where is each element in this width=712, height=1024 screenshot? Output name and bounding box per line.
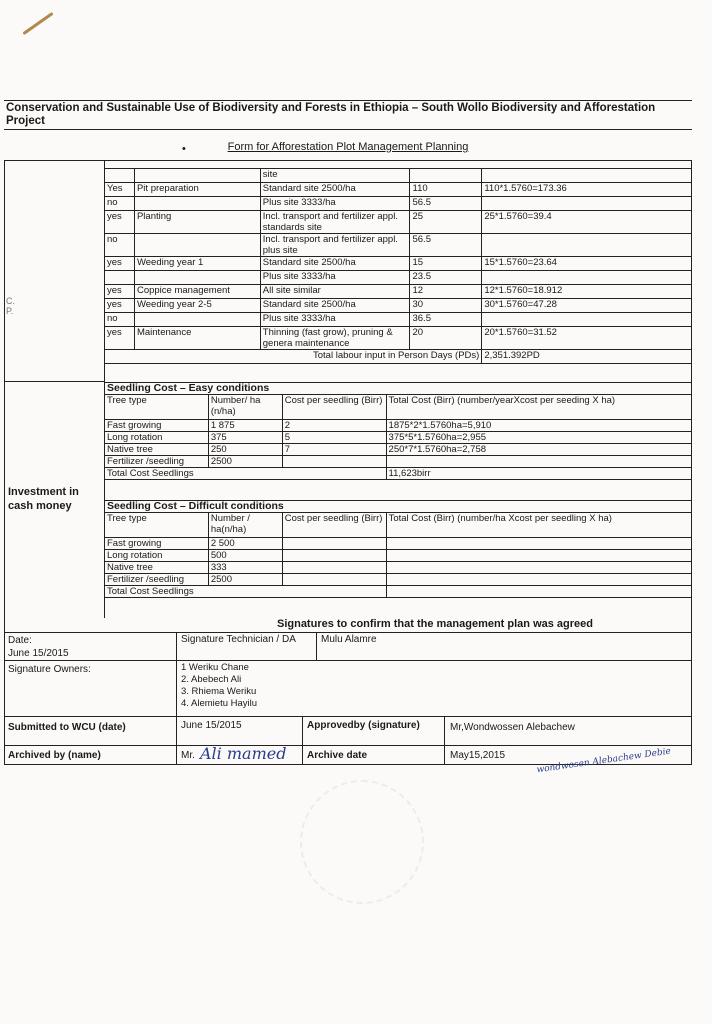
labour-table (104, 168, 692, 364)
labour-calc-cell (482, 169, 692, 183)
left-section-divider (4, 381, 104, 382)
column-header: Tree type (105, 513, 209, 538)
sig-line-1 (4, 632, 692, 633)
number-cell: 250 (208, 444, 282, 456)
labour-detail-cell: site (260, 169, 410, 183)
table-row (105, 271, 692, 285)
seedling-header-row (105, 513, 692, 538)
labour-detail-cell: Standard site 2500/ha (260, 183, 410, 197)
labour-detail-cell: Incl. transport and fertilizer appl. plus site (260, 234, 410, 257)
easy-seedling-table (104, 382, 692, 480)
number-cell: 2 500 (208, 538, 282, 550)
cost-cell: 7 (282, 444, 386, 456)
seedling-header-row (105, 395, 692, 420)
archive-date-value: May15,2015 (450, 750, 506, 761)
labour-days-cell: 30 (410, 299, 482, 313)
labour-yn-cell: no (105, 234, 135, 257)
labour-yn-cell: no (105, 313, 135, 327)
labour-days-cell: 23.5 (410, 271, 482, 285)
number-cell: 375 (208, 432, 282, 444)
labour-calc-cell: 12*1.5760=18.912 (482, 285, 692, 299)
approved-value: Mr,Wondwossen Alebachew (450, 722, 575, 733)
table-row (105, 257, 692, 271)
tree-type-cell: Long rotation (105, 550, 209, 562)
labour-detail-cell: All site similar (260, 285, 410, 299)
labour-activity-cell: Pit preparation (134, 183, 260, 197)
total-cell (386, 574, 691, 586)
tree-type-cell: Fast growing (105, 420, 209, 432)
labour-yn-cell: yes (105, 211, 135, 234)
table-row (105, 444, 692, 456)
seedling-total-value: 11,623birr (386, 468, 691, 480)
cost-cell (282, 574, 386, 586)
seedling-total-row (105, 468, 692, 480)
labour-total-value: 2,351.392PD (482, 350, 692, 364)
table-row (105, 313, 692, 327)
seedling-total-label: Total Cost Seedlings (105, 468, 387, 480)
column-header: Total Cost (Birr) (number/ha Xcost per seedling X ha) (386, 513, 691, 538)
sig-vline-1 (176, 632, 177, 765)
column-header: Tree type (105, 395, 209, 420)
labour-calc-cell (482, 271, 692, 285)
table-row (105, 550, 692, 562)
labour-activity-cell: Weeding year 1 (134, 257, 260, 271)
faded-stamp (300, 780, 424, 904)
total-cell (386, 538, 691, 550)
total-cell (386, 562, 691, 574)
owners-label: Signature Owners: (8, 664, 91, 675)
difficult-seedling-table (104, 500, 692, 598)
labour-yn-cell: yes (105, 327, 135, 350)
labour-detail-cell: Plus site 3333/ha (260, 197, 410, 211)
labour-activity-cell (134, 271, 260, 285)
labour-days-cell: 15 (410, 257, 482, 271)
seedling-total-value (386, 586, 691, 598)
table-row (105, 574, 692, 586)
technician-name: Mulu Alamre (321, 634, 377, 645)
archived-value: Mr. (181, 750, 195, 761)
labour-yn-cell (105, 271, 135, 285)
owners-list (181, 662, 257, 710)
labour-yn-cell: Yes (105, 183, 135, 197)
labour-activity-cell: Coppice management (134, 285, 260, 299)
cost-cell: 2 (282, 420, 386, 432)
labour-yn-cell: yes (105, 257, 135, 271)
tree-type-cell: Fertilizer /seedling (105, 456, 209, 468)
labour-days-cell: 20 (410, 327, 482, 350)
labour-days-cell: 110 (410, 183, 482, 197)
tree-type-cell: Native tree (105, 444, 209, 456)
table-row (105, 197, 692, 211)
total-cell: 250*7*1.5760ha=2,758 (386, 444, 691, 456)
number-cell: 333 (208, 562, 282, 574)
column-header: Total Cost (Birr) (number/yearXcost per seeding X ha) (386, 395, 691, 420)
table-row (105, 299, 692, 313)
labour-activity-cell: Weeding year 2-5 (134, 299, 260, 313)
document-header: Conservation and Sustainable Use of Biodiversity and Forests in Ethiopia – South Wollo Biodiversity and Afforestation Project (4, 100, 692, 130)
labour-days-cell: 36.5 (410, 313, 482, 327)
labour-calc-cell: 20*1.5760=31.52 (482, 327, 692, 350)
sig-vline-2 (316, 632, 317, 660)
table-row (105, 285, 692, 299)
table-row (105, 169, 692, 183)
number-cell: 2500 (208, 574, 282, 586)
seedling-total-row (105, 586, 692, 598)
tree-type-cell: Long rotation (105, 432, 209, 444)
labour-detail-cell: Thinning (fast grow), pruning & genera maintenance (260, 327, 410, 350)
form-title (4, 141, 692, 153)
labour-yn-cell: no (105, 197, 135, 211)
labour-yn-cell (105, 169, 135, 183)
labour-activity-cell: Planting (134, 211, 260, 234)
seedling-heading-row (105, 501, 692, 513)
date-value: June 15/2015 (8, 648, 69, 659)
cost-cell (282, 456, 386, 468)
tree-type-cell: Fast growing (105, 538, 209, 550)
labour-activity-cell (134, 234, 260, 257)
labour-calc-cell (482, 313, 692, 327)
total-cell (386, 550, 691, 562)
labour-detail-cell: Plus site 3333/ha (260, 313, 410, 327)
total-cell (386, 456, 691, 468)
labour-calc-cell: 110*1.5760=173.36 (482, 183, 692, 197)
labour-days-cell: 12 (410, 285, 482, 299)
archive-date-label: Archive date (307, 750, 368, 761)
archived-signature: Ali mamed (200, 744, 287, 763)
seedling-heading: Seedling Cost – Difficult conditions (105, 501, 692, 513)
labour-days-cell: 25 (410, 211, 482, 234)
technician-label: Signature Technician / DA (181, 634, 296, 645)
table-row (105, 562, 692, 574)
labour-calc-cell: 15*1.5760=23.64 (482, 257, 692, 271)
labour-activity-cell (134, 197, 260, 211)
labour-total-row (105, 350, 692, 364)
date-label: Date: (8, 635, 32, 646)
table-row (105, 327, 692, 350)
number-cell: 1 875 (208, 420, 282, 432)
labour-activity-cell (134, 313, 260, 327)
sig-vline-3 (302, 716, 303, 765)
signatures-heading: Signatures to confirm that the management plan was agreed (276, 618, 593, 630)
investment-label: Investment in cash money (8, 486, 79, 512)
table-row (105, 420, 692, 432)
approval-stamp-text: wondwosen Alebachew Debie (535, 746, 672, 776)
cost-cell (282, 538, 386, 550)
bullet-icon: • (182, 143, 186, 155)
labour-yn-cell: yes (105, 299, 135, 313)
cost-cell (282, 550, 386, 562)
submitted-value: June 15/2015 (181, 720, 242, 731)
labour-detail-cell: Standard site 2500/ha (260, 257, 410, 271)
labour-days-cell (410, 169, 482, 183)
table-row (105, 183, 692, 197)
labour-activity-cell: Maintenance (134, 327, 260, 350)
sig-line-3 (4, 716, 692, 717)
number-cell: 500 (208, 550, 282, 562)
labour-detail-cell: Incl. transport and fertilizer appl. standards site (260, 211, 410, 234)
total-cell: 1875*2*1.5760ha=5,910 (386, 420, 691, 432)
sig-vline-4 (444, 716, 445, 765)
labour-total-label: Total labour input in Person Days (PDs) (105, 350, 482, 364)
column-header: Number/ ha (n/ha) (208, 395, 282, 420)
table-row (105, 432, 692, 444)
number-cell: 2500 (208, 456, 282, 468)
column-header: Number / ha(n/ha) (208, 513, 282, 538)
labour-calc-cell (482, 197, 692, 211)
labour-calc-cell (482, 234, 692, 257)
labour-calc-cell: 30*1.5760=47.28 (482, 299, 692, 313)
column-header: Cost per seedling (Birr) (282, 395, 386, 420)
approved-label: Approvedby (signature) (307, 720, 420, 731)
owner-2: 2. Abebech Ali (181, 674, 242, 685)
labour-detail-cell: Plus site 3333/ha (260, 271, 410, 285)
labour-activity-cell (134, 169, 260, 183)
table-row (105, 234, 692, 257)
labour-days-cell: 56.5 (410, 234, 482, 257)
seedling-heading: Seedling Cost – Easy conditions (105, 383, 692, 395)
tree-type-cell: Native tree (105, 562, 209, 574)
owner-1: 1 Weriku Chane (181, 662, 249, 673)
form-title-text: Form for Afforestation Plot Management Planning (227, 141, 469, 153)
owner-3: 3. Rhiema Weriku (181, 686, 257, 697)
owner-4: 4. Alemietu Hayilu (181, 698, 258, 709)
submitted-label: Submitted to WCU (date) (8, 722, 126, 733)
labour-detail-cell: Standard site 2500/ha (260, 299, 410, 313)
table-row (105, 211, 692, 234)
sig-line-2 (4, 660, 692, 661)
labour-yn-cell: yes (105, 285, 135, 299)
total-cell: 375*5*1.5760ha=2,955 (386, 432, 691, 444)
tree-type-cell: Fertilizer /seedling (105, 574, 209, 586)
margin-mark: C. P. (6, 296, 15, 316)
cost-cell: 5 (282, 432, 386, 444)
cost-cell (282, 562, 386, 574)
table-row (105, 456, 692, 468)
seedling-total-label: Total Cost Seedlings (105, 586, 387, 598)
table-row (105, 538, 692, 550)
archived-label: Archived by (name) (8, 750, 101, 761)
pin-mark (22, 12, 53, 35)
labour-calc-cell: 25*1.5760=39.4 (482, 211, 692, 234)
sig-line-4 (4, 745, 692, 746)
column-header: Cost per seedling (Birr) (282, 513, 386, 538)
seedling-heading-row (105, 383, 692, 395)
labour-days-cell: 56.5 (410, 197, 482, 211)
